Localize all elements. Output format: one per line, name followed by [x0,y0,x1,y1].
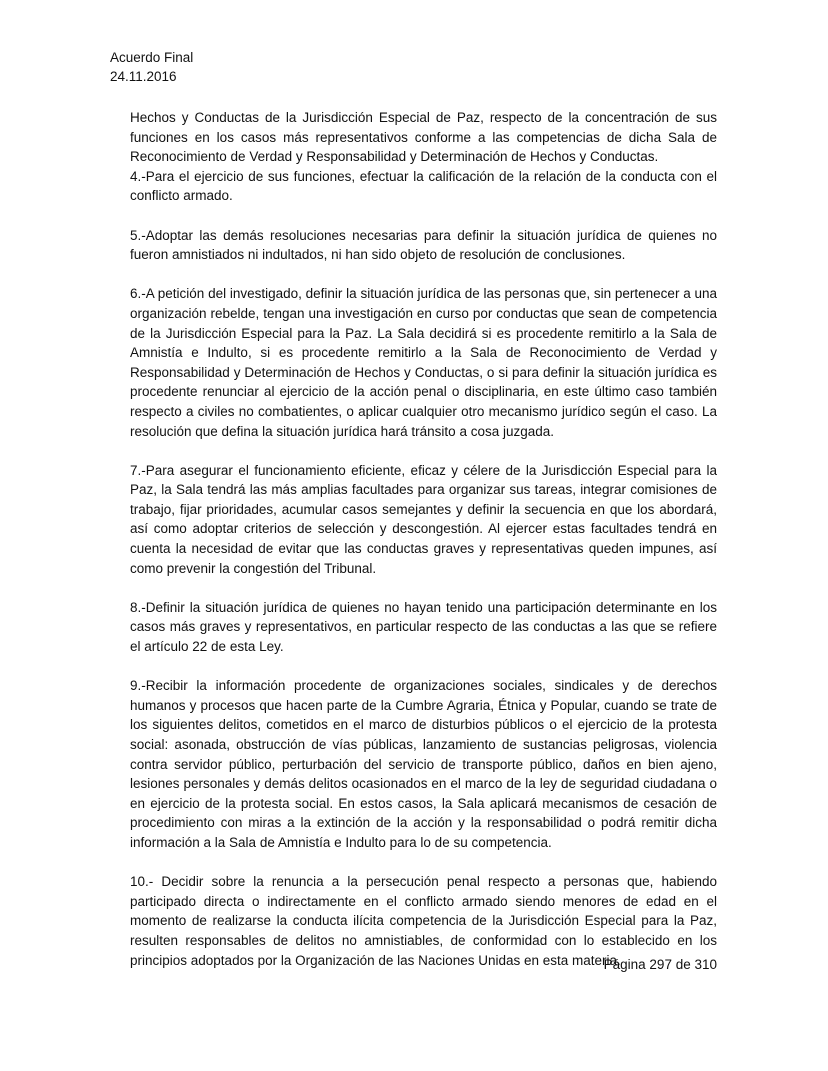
document-body [130,108,717,990]
paragraph-item-7: 7.-Para asegurar el funcionamiento eficiente, eficaz y célere de la Jurisdicción Especial para la Paz, la Sala tendrá las más amplias facultades para organizar sus tareas, integrar comisiones de trabajo, fijar prioridades, acumular casos semejantes y definir la secuencia en que los abordará, así como adoptar criterios de selección y descongestión. Al ejercer estas facultades tendrá en cuenta la necesidad de evitar que las conductas graves y representativas queden impunes, así como prevenir la congestión del Tribunal. [130,462,717,576]
paragraph-item-5: 5.-Adoptar las demás resoluciones necesarias para definir la situación jurídica de quienes no fueron amnistiados ni indultados, ni han sido objeto de resolución de conclusiones. [130,227,717,263]
paragraph-item-6: 6.-A petición del investigado, definir la situación jurídica de las personas que, sin pertenecer a una organización rebelde, tengan una investigación en curso por conductas que sean de competencia de la Jurisdicción Especial para la Paz. La Sala decidirá si es procedente remitirlo a la Sala de Amnistía e Indulto, si es procedente remitirlo a la Sala de Reconocimiento de Verdad y Responsabilidad y Determinación de Hechos y Conductas, o si para definir la situación jurídica es procedente renunciar al ejercicio de la acción penal o disciplinaria, en este último caso también respecto a civiles no combatientes, o aplicar cualquier otro mecanismo jurídico según el caso. La resolución que defina la situación jurídica hará tránsito a cosa juzgada. [130,286,717,439]
document-header [110,48,193,86]
document-title: Acuerdo Final [110,50,194,65]
document-date: 24.11.2016 [110,69,177,84]
paragraph-item-4: 4.-Para el ejercicio de sus funciones, efectuar la calificación de la relación de la conducta con el conflicto armado. [130,168,717,204]
paragraph-continuation: Hechos y Conductas de la Jurisdicción Especial de Paz, respecto de la concentración de sus funciones en los casos más representativos conforme a las competencias de dicha Sala de Reconocimiento de Verdad y Responsabilidad y Determinación de Hechos y Conductas. [130,110,717,165]
paragraph-item-10: 10.- Decidir sobre la renuncia a la persecución penal respecto a personas que, habiendo participado directa o indirectamente en el conflicto armado siendo menores de edad en el momento de realizarse la conducta ilícita competencia de la Jurisdicción Especial para la Paz, resulten responsables de delitos no amnistiables, de conformidad con lo establecido en los principios adoptados por la Organización de las Naciones Unidas en esta materia. [130,874,717,968]
page-number: Página 297 de 310 [603,957,717,972]
paragraph-item-8: 8.-Definir la situación jurídica de quienes no hayan tenido una participación determinante en los casos más graves y representativos, en particular respecto de las conductas a las que se refiere el artículo 22 de esta Ley. [130,599,717,655]
paragraph-item-9: 9.-Recibir la información procedente de organizaciones sociales, sindicales y de derechos humanos y procesos que hacen parte de la Cumbre Agraria, Étnica y Popular, cuando se trate de los siguientes delitos, cometidos en el marco de disturbios públicos o el ejercicio de la protesta social: asonada, obstrucción de vías públicas, lanzamiento de sustancias peligrosas, violencia contra servidor público, perturbación del servicio de transporte público, daños en bien ajeno, lesiones personales y demás delitos ocasionados en el marco de la ley de seguridad ciudadana o en ejercicio de la protesta social. En estos casos, la Sala aplicará mecanismos de cesación de procedimiento con miras a la extinción de la acción y la responsabilidad o podrá remitir dicha información a la Sala de Amnistía e Indulto para lo de su competencia. [130,678,717,850]
